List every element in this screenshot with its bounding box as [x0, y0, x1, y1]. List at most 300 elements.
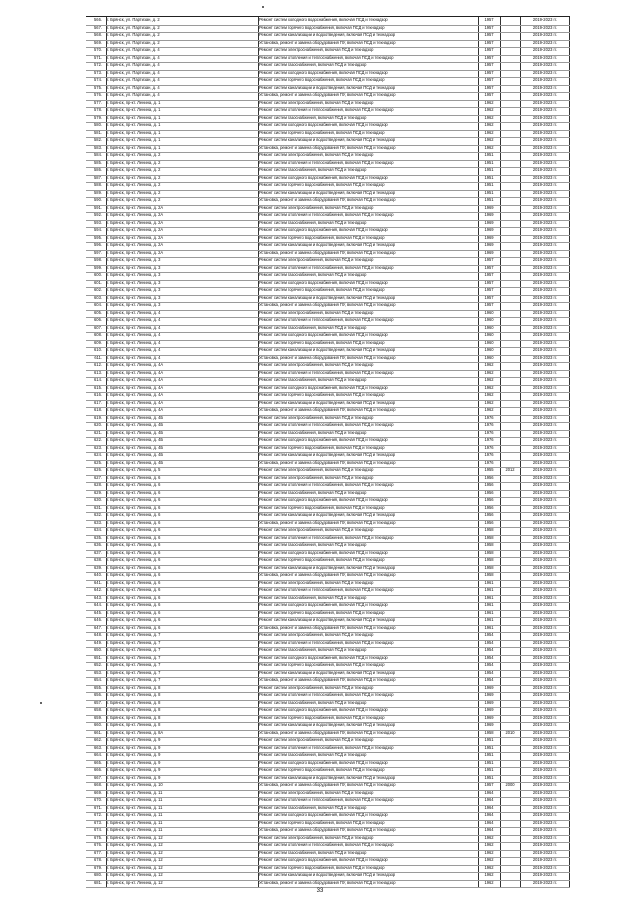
year-built-cell: 1964 [484, 804, 494, 810]
period-cell: 2019-2023 гг. [532, 159, 558, 165]
work-type-cell: Ремонт систем горячего водоснабжения, включая ПСД и технадзор [259, 609, 385, 615]
repair-year-cell [500, 415, 520, 423]
address-cell: г. Брянск, ул. Партизан, д. 4 [107, 47, 160, 52]
repair-year-cell [500, 737, 520, 745]
work-type-cell: Ремонт систем отопления и теплоснабжения, включая ПСД и технадзор [259, 587, 394, 592]
period-cell: 2019-2023 гг. [532, 197, 558, 202]
work-type-cell: Ремонт систем газоснабжения, включая ПСД и технадзор [259, 377, 367, 382]
address-cell: г. Брянск, пр-кт. Ленина, д. 6 [107, 624, 161, 630]
address-cell: г. Брянск, пр-кт. Ленина, д. 9 [107, 744, 161, 750]
period-cell: 2019-2023 гг. [532, 377, 558, 382]
year-built-cell: 1951 [484, 159, 494, 165]
year-built-cell: 1955 [484, 467, 494, 472]
repair-year-cell [500, 355, 520, 363]
row-number: 641. [94, 579, 102, 585]
row-number: 607. [94, 324, 102, 330]
year-built-cell: 1954 [484, 632, 494, 637]
address-cell: г. Брянск, пр-кт. Ленина, д. 2 [107, 159, 161, 165]
period-cell: 2019-2023 гг. [532, 227, 558, 232]
work-type-cell: Ремонт систем холодного водоснабжения, включая ПСД и технадзор [259, 654, 388, 660]
repair-year-cell [500, 512, 520, 520]
work-type-cell: Ремонт систем отопления и теплоснабжения, включая ПСД и технадзор [259, 639, 394, 645]
period-cell: 2019-2023 гг. [532, 392, 558, 397]
year-built-cell: 1964 [484, 789, 494, 795]
year-built-cell: 1957 [484, 287, 494, 292]
period-cell: 2019-2023 гг. [532, 444, 558, 450]
work-type-cell: Установка, ремонт и замена оборудования ПУ, включая ПСД и технадзор [259, 354, 396, 360]
address-cell: г. Брянск, пр-кт. Ленина, д. 2 [107, 167, 161, 172]
address-cell: г. Брянск, ул. Партизан, д. 2 [107, 17, 160, 22]
row-number: 660. [94, 722, 102, 727]
row-number: 655. [94, 684, 102, 690]
row-number: 574. [94, 77, 102, 82]
work-type-cell: Ремонт систем горячего водоснабжения, включая ПСД и технадзор [259, 129, 385, 135]
year-built-cell: 1964 [484, 827, 494, 832]
year-built-cell: 1976 [484, 444, 494, 450]
row-number: 656. [94, 692, 102, 697]
work-type-cell: Ремонт систем отопления и теплоснабжения, включая ПСД и технадзор [259, 422, 394, 427]
address-cell: г. Брянск, пр-кт. Ленина, д. 2А [107, 212, 164, 217]
year-built-cell: 1976 [484, 437, 494, 442]
period-cell: 2019-2023 гг. [532, 497, 558, 502]
period-cell: 2019-2023 гг. [532, 92, 558, 97]
repair-year-cell [500, 460, 520, 468]
row-number: 598. [94, 257, 102, 262]
work-type-cell: Ремонт систем холодного водоснабжения, включая ПСД и технадзор [259, 279, 388, 285]
address-cell: г. Брянск, пр-кт. Ленина, д. 1 [107, 107, 161, 112]
repair-year-cell [500, 745, 520, 753]
repair-year-cell [500, 685, 520, 693]
row-number: 570. [94, 47, 102, 52]
address-cell: г. Брянск, пр-кт. Ленина, д. 3 [107, 264, 161, 270]
address-cell: г. Брянск, пр-кт. Ленина, д. 4 [107, 347, 161, 352]
period-cell: 2019-2023 гг. [532, 669, 558, 675]
address-cell: г. Брянск, пр-кт. Ленина, д. 4А [107, 377, 164, 382]
row-number: 648. [94, 632, 102, 637]
row-number: 581. [94, 129, 102, 135]
period-cell: 2019-2023 гг. [532, 834, 558, 840]
row-number: 668. [94, 782, 102, 787]
work-type-cell: Ремонт систем горячего водоснабжения, включая ПСД и технадзор [259, 767, 385, 772]
address-cell: г. Брянск, пр-кт. Ленина, д. 2 [107, 174, 161, 180]
row-number: 676. [94, 842, 102, 847]
work-type-cell: Ремонт систем газоснабжения, включая ПСД и технадзор [259, 647, 367, 652]
work-type-cell: Ремонт систем холодного водоснабжения, включая ПСД и технадзор [259, 384, 388, 390]
address-cell: г. Брянск, пр-кт. Ленина, д. 2А [107, 219, 164, 225]
address-cell: г. Брянск, ул. Партизан, д. 2 [107, 24, 160, 30]
year-built-cell: 1962 [484, 407, 494, 412]
period-cell: 2019-2023 гг. [532, 564, 558, 570]
work-type-cell: Ремонт систем газоснабжения, включая ПСД и технадзор [259, 114, 367, 120]
work-type-cell: Ремонт систем канализации и водоотведения, включая ПСД и технадзор [259, 872, 396, 877]
repair-year-cell [500, 452, 520, 460]
repair-year-cell [500, 347, 520, 355]
address-cell: г. Брянск, пр-кт. Ленина, д. 8 [107, 707, 161, 712]
row-number: 590. [94, 197, 102, 202]
year-built-cell: 1969 [484, 699, 494, 705]
repair-year-cell [500, 115, 520, 123]
year-built-cell: 1961 [484, 587, 494, 592]
work-type-cell: Установка, ремонт и замена оборудования ПУ, включая ПСД и технадзор [259, 302, 396, 307]
period-cell: 2019-2023 гг. [532, 467, 558, 472]
period-cell: 2019-2023 гг. [532, 77, 558, 82]
year-built-cell: 1957 [484, 39, 494, 45]
address-cell: г. Брянск, пр-кт. Ленина, д. 4А [107, 399, 164, 405]
repair-year-cell [500, 557, 520, 565]
work-type-cell: Установка, ремонт и замена оборудования ПУ, включая ПСД и технадзор [259, 729, 396, 735]
address-cell: г. Брянск, пр-кт. Ленина, д. 7 [107, 677, 161, 682]
year-built-cell: 1957 [484, 279, 494, 285]
address-cell: г. Брянск, пр-кт. Ленина, д. 4А [107, 384, 164, 390]
year-built-cell: 1960 [484, 324, 494, 330]
address-cell: г. Брянск, пр-кт. Ленина, д. 6 [107, 602, 161, 607]
repair-year-cell [500, 662, 520, 670]
repair-year-cell [500, 565, 520, 573]
year-built-cell: 1962 [484, 834, 494, 840]
repair-year-cell [500, 430, 520, 438]
year-built-cell: 1962 [484, 107, 494, 112]
row-number: 657. [94, 699, 102, 705]
row-number: 591. [94, 204, 102, 210]
period-cell: 2019-2023 гг. [532, 819, 558, 825]
address-cell: г. Брянск, пр-кт. Ленина, д. 4 [107, 317, 161, 322]
repair-year-cell [500, 850, 520, 858]
work-type-cell: Ремонт систем газоснабжения, включая ПСД и технадзор [259, 489, 367, 495]
period-cell: 2019-2023 гг. [532, 422, 558, 427]
work-type-cell: Установка, ремонт и замена оборудования ПУ, включая ПСД и технадзор [259, 827, 396, 832]
address-cell: г. Брянск, ул. Партизан, д. 4 [107, 62, 160, 67]
repair-year-cell [500, 640, 520, 648]
year-built-cell: 1957 [484, 17, 494, 22]
year-built-cell: 1956 [484, 512, 494, 517]
work-type-cell: Ремонт систем канализации и водоотведения, включая ПСД и технадзор [259, 32, 396, 37]
year-built-cell: 1960 [484, 347, 494, 352]
work-type-cell: Установка, ремонт и замена оборудования ПУ, включая ПСД и технадзор [259, 677, 396, 682]
row-number: 572. [94, 62, 102, 67]
period-cell: 2019-2023 гг. [532, 414, 558, 420]
year-built-cell: 1958 [484, 729, 494, 735]
repair-year-cell [500, 62, 520, 70]
repair-year-cell [500, 295, 520, 303]
year-built-cell: 1962 [484, 377, 494, 382]
address-cell: г. Брянск, ул. Партизан, д. 4 [107, 77, 160, 82]
address-cell: г. Брянск, пр-кт. Ленина, д. 6 [107, 474, 161, 480]
address-cell: г. Брянск, пр-кт. Ленина, д. 12 [107, 849, 163, 855]
period-cell: 2019-2023 гг. [532, 857, 558, 862]
work-type-cell: Ремонт систем горячего водоснабжения, включая ПСД и технадзор [259, 287, 385, 292]
work-type-cell: Ремонт систем газоснабжения, включая ПСД и технадзор [259, 429, 367, 435]
period-cell: 2019-2023 гг. [532, 759, 558, 765]
period-cell: 2019-2023 гг. [532, 692, 558, 697]
address-cell: г. Брянск, пр-кт. Ленина, д. 4 [107, 354, 161, 360]
row-number: 664. [94, 752, 102, 757]
row-number: 585. [94, 159, 102, 165]
period-cell: 2019-2023 гг. [532, 767, 558, 772]
address-cell: г. Брянск, пр-кт. Ленина, д. 4А [107, 407, 164, 412]
row-number: 608. [94, 332, 102, 337]
work-type-cell: Ремонт систем отопления и теплоснабжения, включая ПСД и технадзор [259, 212, 394, 217]
repair-year-cell [500, 760, 520, 768]
year-built-cell: 1976 [484, 429, 494, 435]
year-built-cell: 1951 [484, 767, 494, 772]
year-built-cell: 1969 [484, 692, 494, 697]
year-built-cell: 1962 [484, 144, 494, 150]
year-built-cell: 1962 [484, 99, 494, 105]
year-built-cell: 1962 [484, 384, 494, 390]
repair-year-cell: 2010 [505, 729, 515, 735]
address-cell: г. Брянск, пр-кт. Ленина, д. 3 [107, 294, 161, 300]
address-cell: г. Брянск, пр-кт. Ленина, д. 8 [107, 692, 161, 697]
period-cell: 2019-2023 гг. [532, 744, 558, 750]
row-number: 630. [94, 497, 102, 502]
address-cell: г. Брянск, пр-кт. Ленина, д. 5 [107, 467, 161, 472]
repair-year-cell [500, 475, 520, 483]
work-type-cell: Ремонт систем холодного водоснабжения, включая ПСД и технадзор [259, 437, 388, 442]
row-number: 639. [94, 564, 102, 570]
repair-year-cell [500, 182, 520, 190]
repair-year-cell [500, 250, 520, 258]
repair-year-cell [500, 490, 520, 498]
repair-year-cell [500, 400, 520, 408]
year-built-cell: 1957 [484, 302, 494, 307]
work-type-cell: Установка, ремонт и замена оборудования ПУ, включая ПСД и технадзор [259, 197, 396, 202]
work-type-cell: Ремонт систем горячего водоснабжения, включая ПСД и технадзор [259, 662, 385, 667]
address-cell: г. Брянск, ул. Партизан, д. 2 [107, 39, 160, 45]
year-built-cell: 1951 [484, 759, 494, 765]
period-cell: 2019-2023 гг. [532, 257, 558, 262]
period-cell: 2019-2023 гг. [532, 54, 558, 60]
year-built-cell: 1976 [484, 459, 494, 465]
work-type-cell: Ремонт систем газоснабжения, включая ПСД и технадзор [259, 849, 367, 855]
repair-year-cell [500, 632, 520, 640]
row-number: 601. [94, 279, 102, 285]
address-cell: г. Брянск, пр-кт. Ленина, д. 6 [107, 489, 161, 495]
repair-year-cell [500, 257, 520, 265]
row-number: 647. [94, 624, 102, 630]
repair-year-cell [500, 625, 520, 633]
row-number: 651. [94, 654, 102, 660]
work-type-cell: Ремонт систем электроснабжения, включая ПСД и технадзор [259, 309, 374, 315]
address-cell: г. Брянск, пр-кт. Ленина, д. 2 [107, 189, 161, 195]
address-cell: г. Брянск, пр-кт. Ленина, д. 3 [107, 272, 161, 277]
repair-year-cell [500, 437, 520, 445]
address-cell: г. Брянск, пр-кт. Ленина, д. 6 [107, 482, 161, 487]
work-type-cell: Ремонт систем холодного водоснабжения, включая ПСД и технадзор [259, 69, 388, 75]
row-number: 667. [94, 774, 102, 780]
row-number: 675. [94, 834, 102, 840]
year-built-cell: 1951 [484, 737, 494, 742]
address-cell: г. Брянск, пр-кт. Ленина, д. 9 [107, 774, 161, 780]
year-built-cell: 1957 [484, 32, 494, 37]
period-cell: 2019-2023 гг. [532, 339, 558, 345]
work-type-cell: Установка, ремонт и замена оборудования ПУ, включая ПСД и технадзор [259, 624, 396, 630]
work-type-cell: Ремонт систем газоснабжения, включая ПСД и технадзор [259, 594, 367, 600]
address-cell: г. Брянск, пр-кт. Ленина, д. 4А [107, 362, 164, 367]
period-cell: 2019-2023 гг. [532, 264, 558, 270]
period-cell: 2019-2023 гг. [532, 84, 558, 90]
year-built-cell: 1954 [484, 639, 494, 645]
row-number: 628. [94, 482, 102, 487]
period-cell: 2019-2023 гг. [532, 369, 558, 375]
year-built-cell: 1957 [484, 24, 494, 30]
work-type-cell: Ремонт систем газоснабжения, включая ПСД и технадзор [259, 324, 367, 330]
period-cell: 2019-2023 гг. [532, 639, 558, 645]
row-number: 609. [94, 339, 102, 345]
row-number: 586. [94, 167, 102, 172]
table-row [86, 880, 570, 889]
period-cell: 2019-2023 гг. [532, 474, 558, 480]
address-cell: г. Брянск, пр-кт. Ленина, д. 3 [107, 257, 161, 262]
year-built-cell: 1961 [484, 617, 494, 622]
work-type-cell: Ремонт систем канализации и водоотведения, включая ПСД и технадзор [259, 189, 396, 195]
row-number: 663. [94, 744, 102, 750]
repair-year-cell [500, 272, 520, 280]
work-type-cell: Установка, ремонт и замена оборудования ПУ, включая ПСД и технадзор [259, 782, 396, 787]
repair-year-cell [500, 670, 520, 678]
row-number: 681. [94, 879, 102, 885]
year-built-cell: 1951 [484, 744, 494, 750]
year-built-cell: 1962 [484, 137, 494, 142]
year-built-cell: 1957 [484, 69, 494, 75]
year-built-cell: 1954 [484, 669, 494, 675]
repair-year-cell [500, 790, 520, 798]
repair-year-cell [500, 572, 520, 580]
row-number: 642. [94, 587, 102, 592]
row-number: 621. [94, 429, 102, 435]
address-cell: г. Брянск, пр-кт. Ленина, д. 1 [107, 144, 161, 150]
row-number: 571. [94, 54, 102, 60]
work-type-cell: Ремонт систем электроснабжения, включая ПСД и технадзор [259, 414, 374, 420]
year-built-cell: 1956 [484, 474, 494, 480]
work-type-cell: Ремонт систем канализации и водоотведения, включая ПСД и технадзор [259, 294, 396, 300]
address-cell: г. Брянск, пр-кт. Ленина, д. 11 [107, 797, 163, 802]
work-type-cell: Ремонт систем отопления и теплоснабжения, включая ПСД и технадзор [259, 842, 394, 847]
row-number: 611. [94, 354, 102, 360]
year-built-cell: 1964 [484, 819, 494, 825]
period-cell: 2019-2023 гг. [532, 99, 558, 105]
year-built-cell: 1951 [484, 197, 494, 202]
year-built-cell: 1956 [484, 482, 494, 487]
work-type-cell: Ремонт систем электроснабжения, включая ПСД и технадзор [259, 257, 374, 262]
work-type-cell: Ремонт систем электроснабжения, включая ПСД и технадзор [259, 684, 374, 690]
repair-year-cell [500, 587, 520, 595]
period-cell: 2019-2023 гг. [532, 294, 558, 300]
address-cell: г. Брянск, пр-кт. Ленина, д. 6 [107, 504, 161, 510]
year-built-cell: 1962 [484, 122, 494, 127]
repair-year-cell [500, 17, 520, 25]
row-number: 589. [94, 189, 102, 195]
period-cell: 2019-2023 гг. [532, 107, 558, 112]
row-number: 575. [94, 84, 102, 90]
address-cell: г. Брянск, пр-кт. Ленина, д. 6 [107, 542, 161, 547]
work-type-cell: Ремонт систем канализации и водоотведения, включая ПСД и технадзор [259, 242, 396, 247]
row-number: 671. [94, 804, 102, 810]
work-type-cell: Ремонт систем горячего водоснабжения, включая ПСД и технадзор [259, 182, 385, 187]
work-type-cell: Ремонт систем холодного водоснабжения, включая ПСД и технадзор [259, 122, 388, 127]
work-type-cell: Ремонт систем холодного водоснабжения, включая ПСД и технадзор [259, 174, 388, 180]
repair-year-cell [500, 797, 520, 805]
period-cell: 2019-2023 гг. [532, 864, 558, 870]
row-number: 603. [94, 294, 102, 300]
period-cell: 2019-2023 гг. [532, 557, 558, 562]
year-built-cell: 1962 [484, 864, 494, 870]
work-type-cell: Ремонт систем холодного водоснабжения, включая ПСД и технадзор [259, 549, 388, 555]
address-cell: г. Брянск, пр-кт. Ленина, д. 4 [107, 332, 161, 337]
row-number: 631. [94, 504, 102, 510]
address-cell: г. Брянск, ул. Партизан, д. 4 [107, 92, 160, 97]
address-cell: г. Брянск, пр-кт. Ленина, д. 8А [107, 729, 164, 735]
period-cell: 2019-2023 гг. [532, 624, 558, 630]
period-cell: 2019-2023 гг. [532, 572, 558, 577]
work-type-cell: Ремонт систем электроснабжения, включая ПСД и технадзор [259, 527, 374, 532]
repair-year-cell [500, 580, 520, 588]
repair-year-cell [500, 707, 520, 715]
row-number: 646. [94, 617, 102, 622]
repair-year-cell [500, 857, 520, 865]
repair-year-cell [500, 647, 520, 655]
address-cell: г. Брянск, пр-кт. Ленина, д. 7 [107, 662, 161, 667]
year-built-cell: 1957 [484, 54, 494, 60]
work-type-cell: Ремонт систем электроснабжения, включая ПСД и технадзор [259, 474, 374, 480]
year-built-cell: 1969 [484, 684, 494, 690]
address-cell: г. Брянск, пр-кт. Ленина, д. 12 [107, 857, 163, 862]
repair-year-cell [500, 332, 520, 340]
address-cell: г. Брянск, пр-кт. Ленина, д. 7 [107, 632, 161, 637]
row-number: 665. [94, 759, 102, 765]
period-cell: 2019-2023 гг. [532, 774, 558, 780]
year-built-cell: 1960 [484, 317, 494, 322]
row-number: 670. [94, 797, 102, 802]
period-cell: 2019-2023 гг. [532, 249, 558, 255]
address-cell: г. Брянск, пр-кт. Ленина, д. 6 [107, 519, 161, 525]
row-number: 618. [94, 407, 102, 412]
repair-year-cell [500, 302, 520, 310]
address-cell: г. Брянск, пр-кт. Ленина, д. 11 [107, 819, 163, 825]
address-cell: г. Брянск, пр-кт. Ленина, д. 9 [107, 737, 161, 742]
address-cell: г. Брянск, пр-кт. Ленина, д. 1 [107, 122, 161, 127]
year-built-cell: 1957 [484, 47, 494, 52]
year-built-cell: 1976 [484, 422, 494, 427]
period-cell: 2019-2023 гг. [532, 662, 558, 667]
period-cell: 2019-2023 гг. [532, 287, 558, 292]
repair-year-cell [500, 152, 520, 160]
period-cell: 2019-2023 гг. [532, 647, 558, 652]
row-number: 582. [94, 137, 102, 142]
year-built-cell: 1957 [484, 257, 494, 262]
year-built-cell: 1964 [484, 797, 494, 802]
work-type-cell: Ремонт систем горячего водоснабжения, включая ПСД и технадзор [259, 392, 385, 397]
row-number: 629. [94, 489, 102, 495]
work-type-cell: Ремонт систем отопления и теплоснабжения, включая ПСД и технадзор [259, 482, 394, 487]
period-cell: 2019-2023 гг. [532, 879, 558, 885]
year-built-cell: 1956 [484, 519, 494, 525]
period-cell: 2019-2023 гг. [532, 594, 558, 600]
work-type-cell: Ремонт систем холодного водоснабжения, включая ПСД и технадзор [259, 759, 388, 765]
row-number: 654. [94, 677, 102, 682]
period-cell: 2019-2023 гг. [532, 279, 558, 285]
row-number: 619. [94, 414, 102, 420]
work-type-cell: Ремонт систем электроснабжения, включая ПСД и технадзор [259, 467, 374, 472]
row-number: 576. [94, 92, 102, 97]
year-built-cell: 1961 [484, 579, 494, 585]
repair-year-cell: 2012 [505, 467, 515, 472]
address-cell: г. Брянск, пр-кт. Ленина, д. 6 [107, 587, 161, 592]
work-type-cell: Ремонт систем горячего водоснабжения, включая ПСД и технадзор [259, 504, 385, 510]
period-cell: 2019-2023 гг. [532, 489, 558, 495]
address-cell: г. Брянск, пр-кт. Ленина, д. 2А [107, 204, 164, 210]
work-type-cell: Установка, ремонт и замена оборудования ПУ, включая ПСД и технадзор [259, 459, 396, 465]
year-built-cell: 1962 [484, 399, 494, 405]
